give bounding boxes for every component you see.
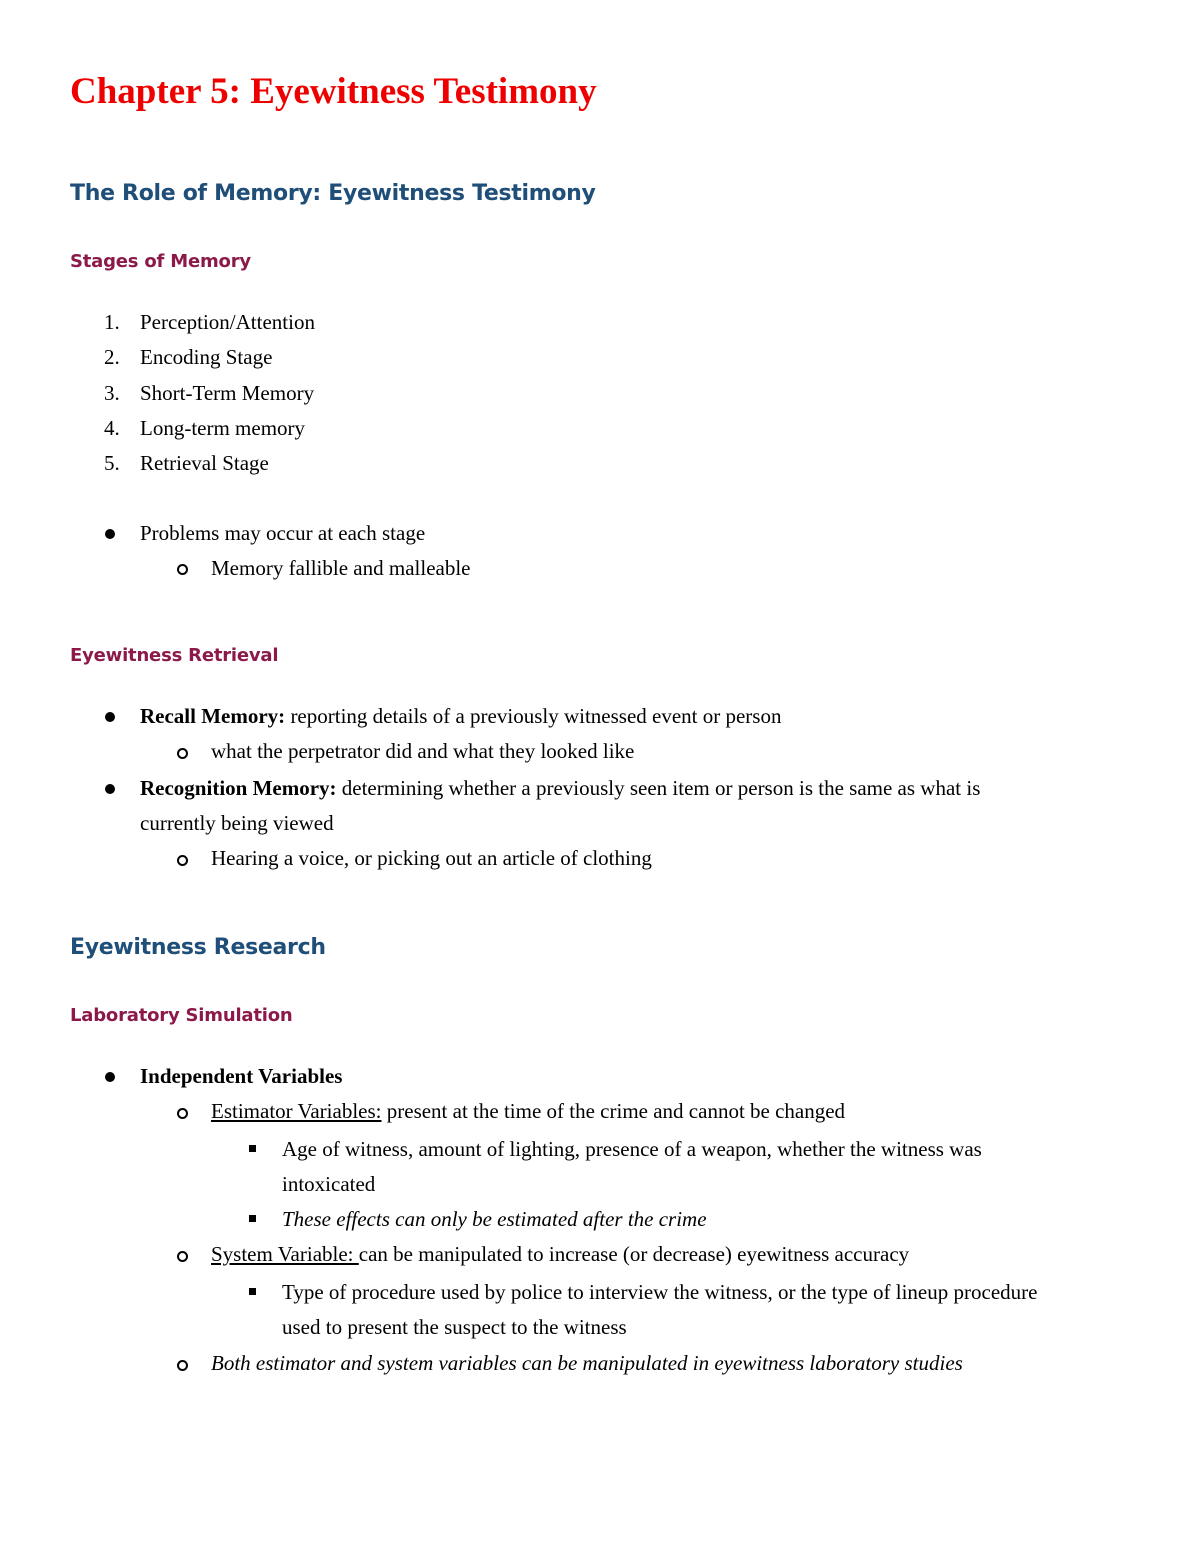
subheading-stages-of-memory: Stages of Memory [70, 251, 251, 272]
list-item: Long-term memory [140, 416, 306, 440]
list-item: Retrieval Stage [140, 451, 269, 475]
subheading-laboratory-simulation: Laboratory Simulation [70, 1005, 293, 1026]
square-bullet-icon [249, 1215, 256, 1222]
list-item: what the perpetrator did and what they looked like [211, 739, 635, 763]
square-bullet-icon [249, 1288, 256, 1295]
subheading-eyewitness-retrieval: Eyewitness Retrieval [70, 645, 279, 666]
list-item: Age of witness, amount of lighting, presence of a weapon, whether the witness was [282, 1137, 982, 1161]
square-bullet-icon [249, 1145, 256, 1152]
hollow-bullet-icon [177, 1360, 188, 1371]
definition-text: reporting details of a previously witnessed event or person [285, 704, 782, 728]
list-item: Hearing a voice, or picking out an article of clothing [211, 846, 652, 870]
term-estimator-variables: Estimator Variables: [211, 1099, 382, 1123]
definition-text: can be manipulated to increase (or decrease) eyewitness accuracy [358, 1242, 910, 1266]
list-item [211, 1237, 909, 1272]
list-number: 4. [104, 416, 120, 440]
list-item: Encoding Stage [140, 345, 273, 369]
list-item: Memory fallible and malleable [211, 556, 471, 580]
hollow-bullet-icon [177, 1108, 188, 1119]
section-heading-eyewitness-research: Eyewitness Research [70, 935, 326, 960]
list-item [211, 1346, 963, 1381]
italic-note: These effects can only be estimated after the crime [282, 1207, 707, 1231]
section-heading-role-of-memory: The Role of Memory: Eyewitness Testimony [70, 181, 596, 206]
bullet-icon [105, 712, 115, 722]
list-number: 2. [104, 345, 120, 369]
italic-note: Both estimator and system variables can be manipulated in eyewitness laboratory studies [211, 1351, 963, 1375]
chapter-title: Chapter 5: Eyewitness Testimony [70, 71, 597, 112]
definition-text: present at the time of the crime and cannot be changed [381, 1099, 846, 1123]
independent-variables-label: Independent Variables [140, 1064, 343, 1088]
list-item [282, 1202, 707, 1237]
hollow-bullet-icon [177, 748, 188, 759]
hollow-bullet-icon [177, 1251, 188, 1262]
bullet-icon [105, 784, 115, 794]
term-system-variable: System Variable: [211, 1242, 359, 1266]
term-recognition-memory: Recognition Memory: [140, 776, 337, 800]
list-item: Perception/Attention [140, 310, 315, 334]
hollow-bullet-icon [177, 564, 188, 575]
list-number: 1. [104, 310, 120, 334]
hollow-bullet-icon [177, 855, 188, 866]
list-item: Type of procedure used by police to interview the witness, or the type of lineup procedure [282, 1280, 1038, 1304]
bullet-icon [105, 1072, 115, 1082]
bullet-icon [105, 529, 115, 539]
term-recall-memory: Recall Memory: [140, 704, 286, 728]
list-item [140, 771, 980, 806]
list-item-continuation: used to present the suspect to the witness [282, 1315, 627, 1339]
list-number: 5. [104, 451, 120, 475]
list-item [140, 699, 781, 734]
list-item-continuation: intoxicated [282, 1172, 376, 1196]
list-item-continuation: currently being viewed [140, 811, 334, 835]
definition-text: determining whether a previously seen item or person is the same as what is [336, 776, 981, 800]
list-number: 3. [104, 381, 120, 405]
list-item: Short-Term Memory [140, 381, 315, 405]
list-item [211, 1094, 845, 1129]
list-item [140, 1059, 342, 1094]
list-item: Problems may occur at each stage [140, 521, 426, 545]
